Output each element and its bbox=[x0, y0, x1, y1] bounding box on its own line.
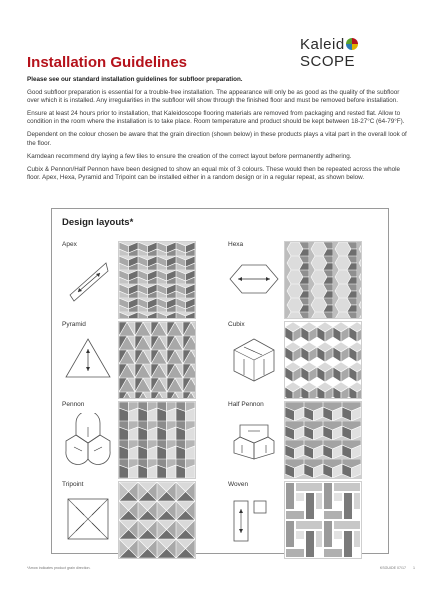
footer-doc-code: KSGUIDE bbox=[379, 566, 396, 570]
half-pennon-diagram-icon bbox=[228, 413, 280, 465]
intro-paragraph: Good subfloor preparation is essential for a trouble-free installation. The appearance will only be as good as the quality of the subfloor over which it is installed. Any irregularities in the subfloor will show through the finished floor and must be removed before installation. bbox=[27, 89, 400, 105]
cubix-diagram-icon bbox=[228, 333, 280, 385]
layout-apex bbox=[62, 241, 222, 317]
layout-name: Pyramid bbox=[62, 321, 86, 328]
layout-name: Tripoint bbox=[62, 481, 84, 488]
layout-name: Half Pennon bbox=[228, 401, 264, 408]
layout-cubix bbox=[228, 321, 388, 397]
layout-name: Woven bbox=[228, 481, 249, 488]
layout-half-pennon bbox=[228, 401, 388, 477]
footer-doc-info bbox=[380, 566, 415, 570]
kaleidoscope-logo-icon bbox=[346, 38, 358, 50]
footer-note: *Arrow indicates product grain direction. bbox=[27, 566, 91, 570]
page-title: Installation Guidelines bbox=[27, 54, 188, 71]
brand-name-part1: Kaleid bbox=[300, 36, 345, 53]
intro-paragraph: Cubix & Pennon/Half Pennon have been designed to show an equal mix of 3 colours. These would then be repeated across the whole floor. Apex, Hexa, Pyramid and Tripoint can be installed either in a random design or in a regular repeat, as shown below. bbox=[27, 165, 401, 181]
tripoint-swatch bbox=[118, 481, 196, 559]
apex-swatch bbox=[118, 241, 196, 319]
woven-diagram-icon bbox=[228, 493, 280, 545]
layout-name: Hexa bbox=[228, 241, 244, 248]
design-layouts-panel bbox=[51, 208, 389, 554]
layout-pennon bbox=[62, 401, 222, 477]
hexa-diagram-icon bbox=[228, 253, 280, 305]
footer-doc-date: 07/17 bbox=[397, 566, 406, 570]
apex-diagram-icon bbox=[62, 253, 114, 305]
pennon-swatch bbox=[118, 401, 196, 479]
tripoint-diagram-icon bbox=[62, 493, 114, 545]
layout-woven bbox=[228, 481, 388, 557]
pyramid-diagram-icon bbox=[62, 333, 114, 385]
layout-tripoint bbox=[62, 481, 222, 557]
half-pennon-swatch bbox=[284, 401, 362, 479]
pyramid-swatch bbox=[118, 321, 196, 399]
layout-name: Cubix bbox=[228, 321, 245, 328]
intro-paragraph: Ensure at least 24 hours prior to installation, that Kaleidoscope flooring materials are removed from packaging and rested flat. Allow to condition in the room where the installation is to take place. Room temperature and product should be kept between 18-27°C (64-79°F). bbox=[27, 110, 405, 126]
intro-lead: Please see our standard installation guidelines for subfloor preparation. bbox=[27, 76, 243, 83]
pennon-diagram-icon bbox=[62, 413, 114, 465]
intro-paragraph: Karndean recommend dry laying a few tiles to ensure the creation of the correct layout before permanently adhering. bbox=[27, 152, 352, 160]
cubix-swatch bbox=[284, 321, 362, 399]
woven-swatch bbox=[284, 481, 362, 559]
layout-name: Pennon bbox=[62, 401, 85, 408]
design-layouts-heading: Design layouts* bbox=[62, 217, 134, 228]
layout-pyramid bbox=[62, 321, 222, 397]
brand-name-part2: SCOPE bbox=[300, 53, 356, 70]
intro-text bbox=[27, 76, 412, 187]
intro-paragraph: Dependent on the colour chosen be aware that the grain direction (shown below) in these products plays a vital part in the overall look of the floor. bbox=[27, 131, 407, 147]
layout-name: Apex bbox=[62, 241, 77, 248]
hexa-swatch bbox=[284, 241, 362, 319]
footer-page-number: 1 bbox=[413, 566, 415, 570]
brand-logo bbox=[300, 36, 412, 70]
layout-hexa bbox=[228, 241, 388, 317]
